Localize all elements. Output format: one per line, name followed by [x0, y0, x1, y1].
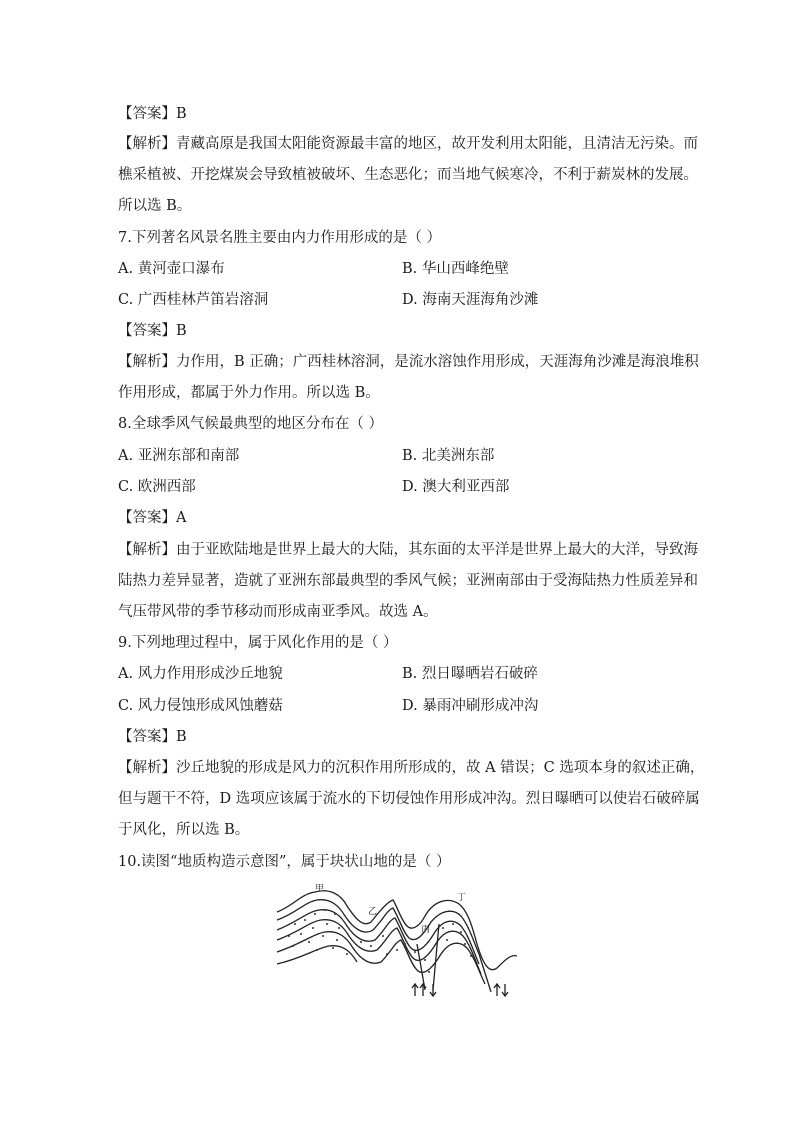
option-d: D. 海南天涯海角沙滩: [402, 292, 539, 308]
analysis-line: 【解析】沙丘地貌的形成是风力的沉积作用所形成的，故 A 错误；C 选项本身的叙述正确，: [118, 760, 705, 776]
option-a: A. 亚洲东部和南部: [118, 448, 240, 464]
option-d: D. 澳大利亚西部: [402, 479, 510, 495]
analysis-line: 【解析】青藏高原是我国太阳能资源最丰富的地区，故开发利用太阳能，且清洁无污染。而: [118, 136, 698, 152]
analysis-line: 所以选 B。: [118, 198, 192, 214]
analysis-line: 气压带风带的季节移动而形成南亚季风。故选 A。: [118, 604, 438, 620]
option-b: B. 烈日曝晒岩石破碎: [402, 666, 538, 682]
answer-label: 【答案】B: [118, 106, 187, 122]
analysis-line: 【解析】由于亚欧陆地是世界上最大的大陆，其东面的太平洋是世界上最大的大洋，导致海: [118, 542, 698, 558]
option-c: C. 广西桂林芦笛岩溶洞: [118, 292, 269, 308]
analysis-line: 【解析】力作用，B 正确；广西桂林溶洞，是流水溶蚀作用形成，天涯海角沙滩是海浪堆积: [118, 354, 699, 370]
option-b: B. 华山西峰绝壁: [402, 261, 509, 277]
analysis-line: 但与题干不符，D 选项应该属于流水的下切侵蚀作用形成冲沟。烈日曝晒可以使岩石破碎属: [118, 791, 700, 807]
analysis-line: 于风化，所以选 B。: [118, 822, 250, 838]
answer-label: 【答案】A: [118, 510, 187, 526]
question-stem: 10.读图“地质构造示意图”，属于块状山地的是（ ）: [118, 854, 451, 870]
figure-label-yi: 乙: [368, 907, 378, 917]
option-d: D. 暴雨冲刷形成冲沟: [402, 698, 539, 714]
option-a: A. 风力作用形成沙丘地貌: [118, 666, 283, 682]
question-stem: 9.下列地理过程中，属于风化作用的是（ ）: [118, 635, 398, 651]
figure-label-jia: 甲: [315, 884, 325, 894]
question-stem: 7.下列著名风景名胜主要由内力作用形成的是（ ）: [118, 230, 441, 246]
answer-label: 【答案】B: [118, 323, 187, 339]
option-a: A. 黄河壶口瀑布: [118, 261, 225, 277]
analysis-line: 作用形成，都属于外力作用。所以选 B。: [118, 385, 380, 401]
geologic-structure-figure: [275, 884, 519, 1000]
analysis-line: 樵采植被、开挖煤炭会导致植被破坏、生态恶化；而当地气候寒冷，不利于薪炭林的发展。: [118, 167, 698, 183]
answer-label: 【答案】B: [118, 729, 187, 745]
figure-label-bing: 丙: [421, 925, 431, 935]
figure-label-ding: 丁: [457, 893, 467, 903]
option-c: C. 风力侵蚀形成风蚀蘑菇: [118, 698, 283, 714]
analysis-line: 陆热力差异显著，造就了亚洲东部最典型的季风气候；亚洲南部由于受海陆热力性质差异和: [118, 573, 698, 589]
question-stem: 8.全球季风气候最典型的地区分布在（ ）: [118, 416, 383, 432]
option-c: C. 欧洲西部: [118, 479, 196, 495]
option-b: B. 北美洲东部: [402, 448, 495, 464]
